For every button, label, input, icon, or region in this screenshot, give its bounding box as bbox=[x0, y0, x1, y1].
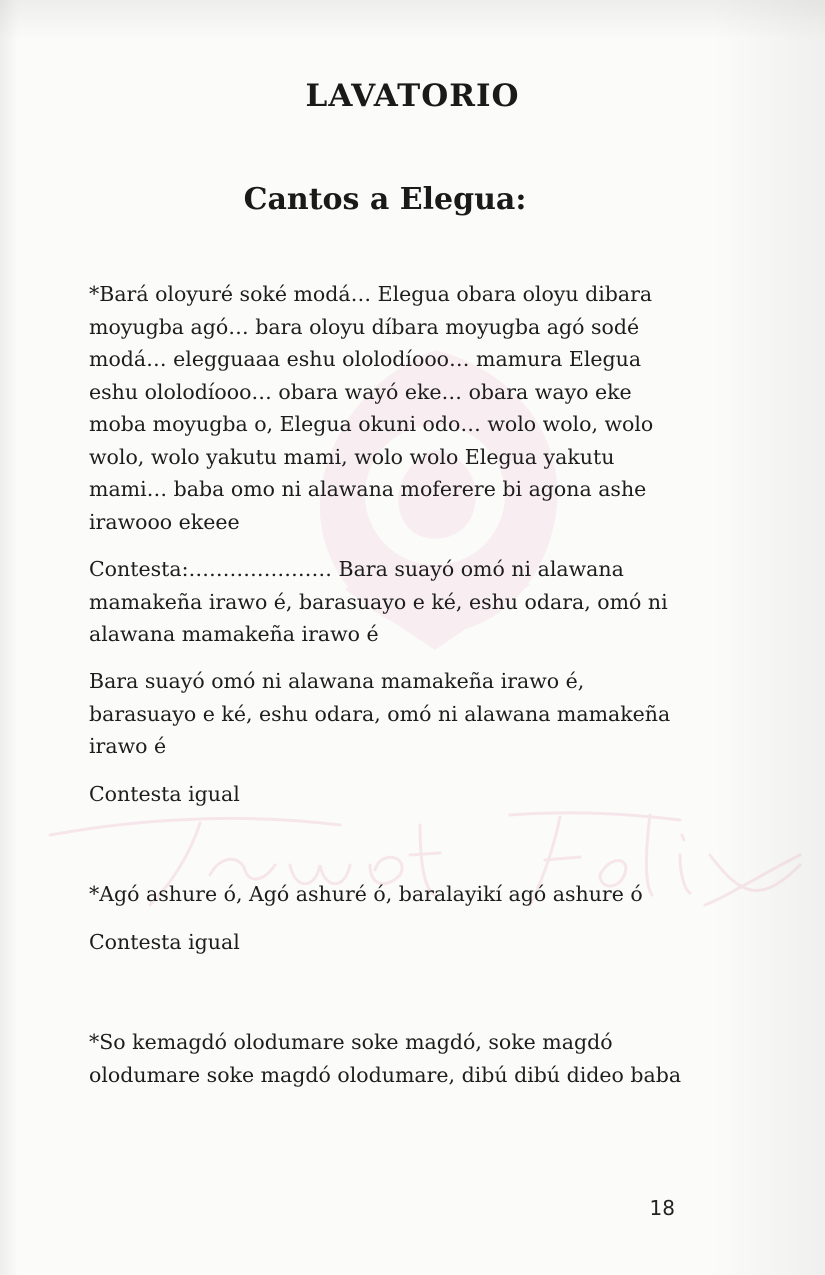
page-number: 18 bbox=[649, 1196, 675, 1220]
page-title: LAVATORIO bbox=[305, 78, 520, 114]
response-note-2: Contesta igual bbox=[89, 930, 240, 954]
song-verse-2: Bara suayó omó ni alawana mamakeña irawo é, barasuayo e ké, eshu odara, omó ni alawana mamakeña irawo é bbox=[89, 669, 671, 758]
song-verse-1: *Bará oloyuré soké modá… Elegua obara oloyu dibara moyugba agó… bara oloyu díbara moyugba agó sodé modá… elegguaaa eshu ololodíooo… mamura Elegua eshu ololodíooo… obara wayó eke… obara wayo eke moba moyugba o, Elegua okuni odo… wolo wolo, wolo wolo, wolo yakutu mami, wolo wolo Elegua yakutu mami… baba omo ni alawana moferere bi agona ashe irawooo ekeee bbox=[89, 282, 654, 534]
song-verse-3: *Agó ashure ó, Agó ashuré ó, baralayikí agó ashure ó bbox=[89, 882, 643, 906]
song-verse-4: *So kemagdó olodumare soke magdó, soke magdó olodumare soke magdó olodumare, dibú dibú dideo baba bbox=[89, 1030, 682, 1087]
response-note-1: Contesta igual bbox=[89, 782, 240, 806]
response-verse-1: Contesta:………………… Bara suayó omó ni alawana mamakeña irawo é, barasuayo e ké, eshu odara, omó ni alawana mamakeña irawo é bbox=[89, 557, 668, 646]
section-heading: Cantos a Elegua: bbox=[243, 182, 527, 217]
page-shadow-top bbox=[0, 0, 825, 40]
